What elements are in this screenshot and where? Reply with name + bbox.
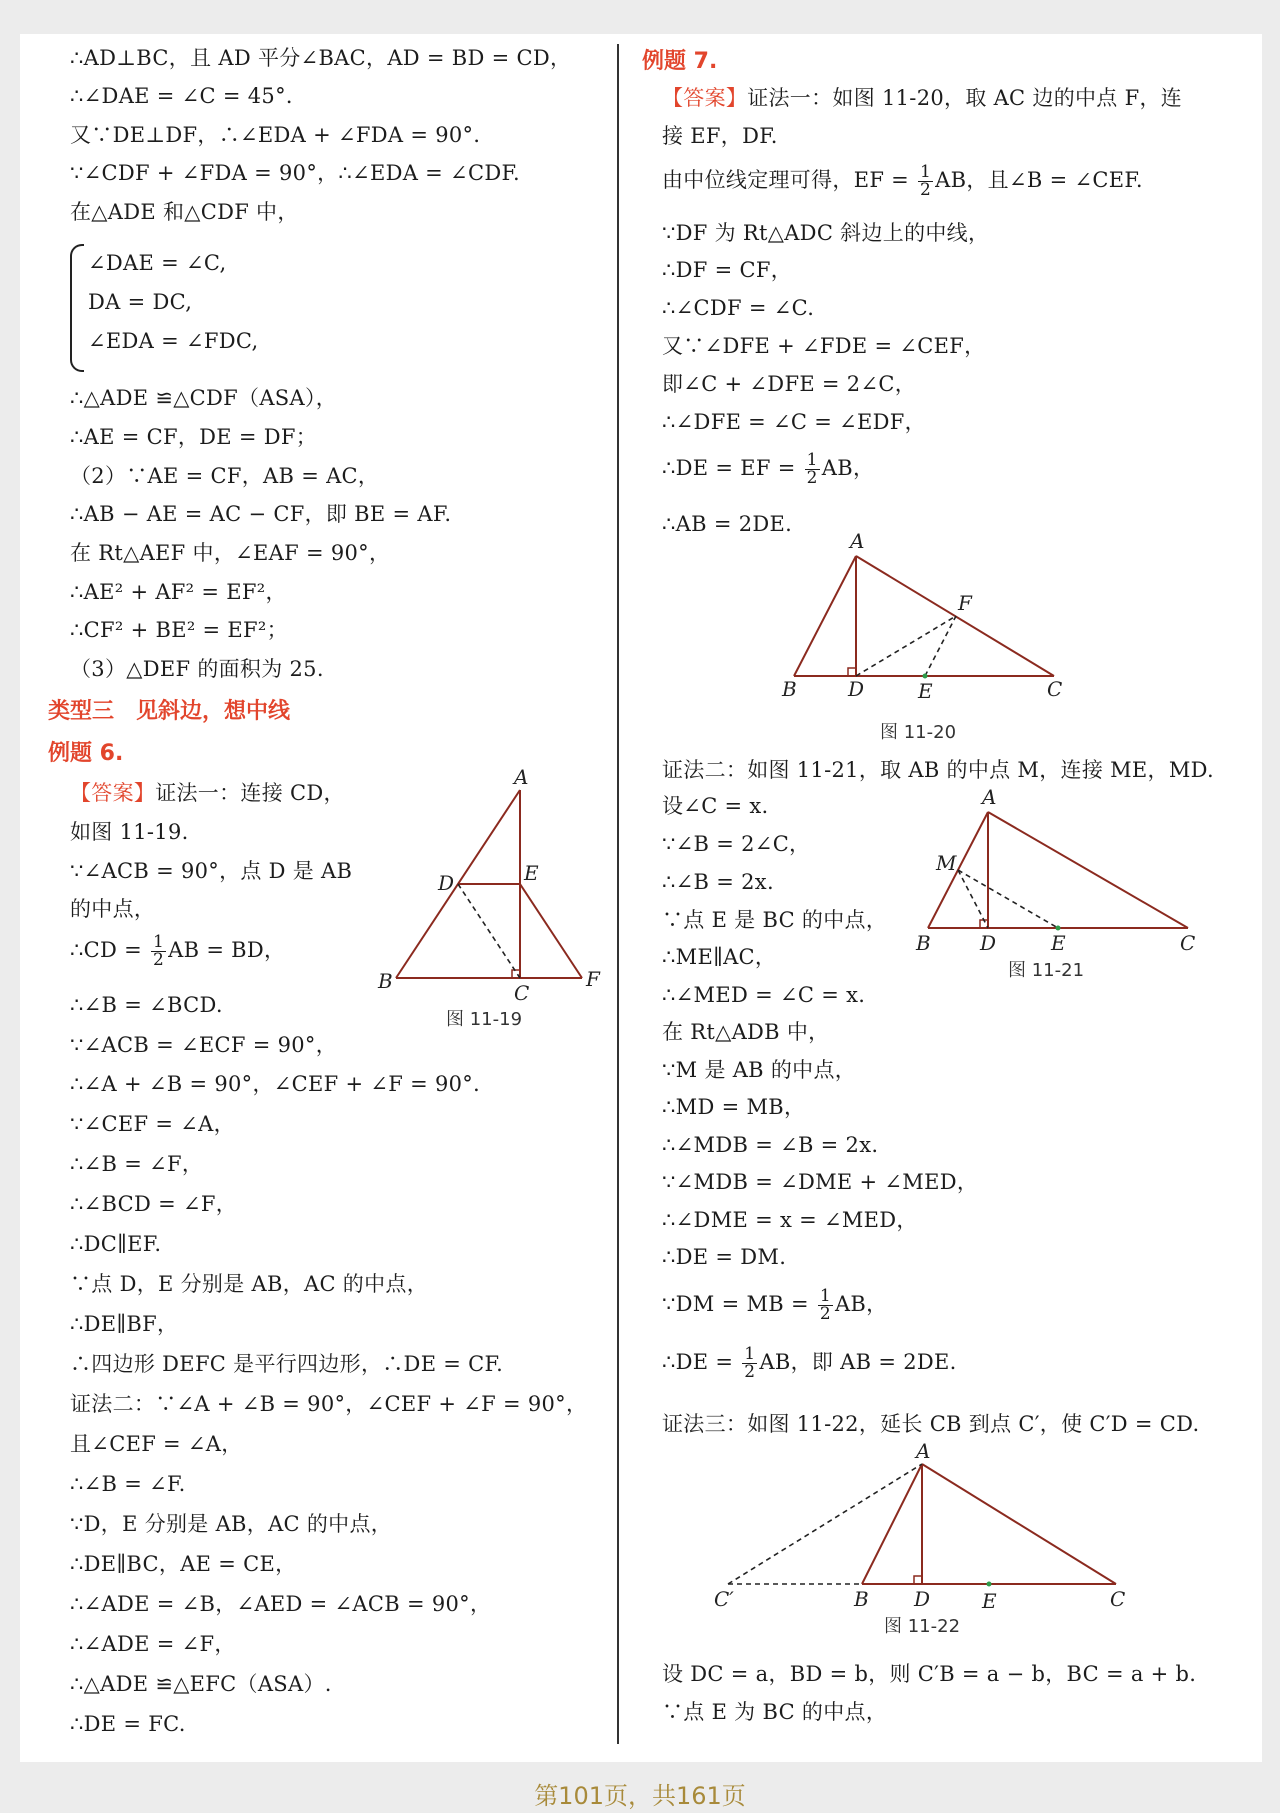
label-c: C: [1110, 1587, 1126, 1611]
section-heading: 类型三 见斜边，想中线: [48, 699, 291, 724]
label-d: D: [914, 1587, 931, 1611]
proof-line: 在△ADE 和△CDF 中，: [70, 200, 299, 224]
fraction-denominator: 2: [744, 1362, 756, 1382]
proof-line: ∴∠MED = ∠C = x.: [662, 983, 866, 1007]
midpoint-e-dot: [987, 1582, 992, 1587]
label-c: C: [514, 981, 530, 1005]
figure-caption: 图 11-21: [1008, 960, 1085, 981]
proof-line: 的中点，: [70, 897, 156, 921]
label-b: B: [782, 677, 797, 701]
proof-line: 在 Rt△AEF 中，∠EAF = 90°，: [70, 541, 391, 565]
system-line: DA = DC,: [88, 290, 193, 314]
label-c-prime: C′: [714, 1587, 734, 1611]
label-d: D: [980, 931, 997, 955]
proof-line: ∴DE∥BC，AE = CE，: [70, 1552, 297, 1576]
proof-line: 接 EF，DF.: [662, 124, 778, 148]
example-heading: 例题 6.: [48, 741, 124, 766]
answer-text: 证法一：如图 11-20，取 AC 边的中点 F，连: [747, 86, 1183, 110]
system-brace: [70, 244, 84, 372]
proof-line: ∴∠CDF = ∠C.: [662, 296, 815, 320]
label-c: C: [1180, 931, 1196, 955]
example-heading: 例题 7.: [642, 49, 718, 74]
label-b: B: [854, 1587, 869, 1611]
proof-line: ∴∠B = ∠F，: [70, 1152, 204, 1176]
proof-line: ∴∠ADE = ∠B，∠AED = ∠ACB = 90°，: [70, 1592, 492, 1616]
de-line-pre: ∴DE = EF =: [662, 456, 803, 480]
proof-line: ∴CF² + BE² = EF²；: [70, 618, 288, 642]
figure-11-19: [370, 765, 610, 1030]
fraction-numerator: 1: [819, 1286, 831, 1306]
proof-line: （2）∵AE = CF，AB = AC，: [70, 464, 380, 488]
fraction: [818, 1288, 833, 1323]
label-e: E: [918, 679, 933, 703]
proof-line: ∴DF = CF，: [662, 258, 793, 282]
proof-line: 证法二：∵∠A + ∠B = 90°，∠CEF + ∠F = 90°，: [70, 1392, 588, 1416]
fraction-numerator: 1: [920, 162, 932, 182]
proof-line: ∵∠B = 2∠C，: [662, 832, 811, 856]
cd-fraction-line: [70, 934, 285, 969]
fraction-denominator: 2: [153, 950, 165, 970]
answer-line: [70, 779, 345, 807]
proof-line: ∴∠ADE = ∠F，: [70, 1632, 236, 1656]
proof-line: ∴∠DME = x = ∠MED，: [662, 1208, 918, 1232]
label-a: A: [514, 765, 529, 789]
label-b: B: [378, 969, 393, 993]
label-d: D: [848, 677, 865, 701]
fraction-numerator: 1: [153, 932, 165, 952]
label-e: E: [524, 861, 539, 885]
right-angle-mark: [914, 1576, 922, 1584]
proof-line: 设∠C = x.: [662, 794, 769, 818]
figure-11-21: [908, 785, 1198, 981]
proof-line: 且∠CEF = ∠A，: [70, 1432, 243, 1456]
answer-text: 证法一：连接 CD，: [155, 781, 345, 805]
dm-line-pre: ∵DM = MB =: [662, 1292, 816, 1316]
page-number-label: 第101页，共161页: [534, 1782, 746, 1810]
label-f: F: [958, 591, 972, 615]
proof-line: ∴DE∥BF，: [70, 1312, 179, 1336]
proof-line: ∴四边形 DEFC 是平行四边形，∴DE = CF.: [70, 1352, 504, 1376]
fraction: [742, 1346, 757, 1381]
cd-line-pre: ∴CD =: [70, 938, 150, 962]
answer-tag: 【答案】: [70, 781, 156, 805]
proof-line: ∴∠MDB = ∠B = 2x.: [662, 1133, 879, 1157]
fraction-numerator: 1: [806, 450, 818, 470]
proof-line: 证法三：如图 11-22，延长 CB 到点 C′，使 C′D = CD.: [662, 1412, 1200, 1436]
right-angle-mark: [848, 668, 856, 676]
ef-line-post: AB，且∠B = ∠CEF.: [935, 168, 1143, 192]
label-f: F: [586, 967, 600, 991]
proof-line: ∵点 E 是 BC 的中点，: [662, 908, 888, 932]
de-line-post: AB，: [821, 456, 875, 480]
label-b: B: [916, 931, 931, 955]
proof-line: ∵点 D，E 分别是 AB，AC 的中点，: [70, 1272, 428, 1296]
proof-line: ∴DE = FC.: [70, 1712, 186, 1736]
proof-line: ∵∠MDB = ∠DME + ∠MED，: [662, 1170, 979, 1194]
figure-11-20: [780, 530, 1070, 755]
segment-ac: [988, 812, 1188, 928]
proof-line: 又∵DE⊥DF，∴∠EDA + ∠FDA = 90°．: [70, 123, 495, 147]
segment-dc-dashed: [458, 884, 520, 978]
fraction: [805, 452, 820, 487]
proof-line: ∴∠DFE = ∠C = ∠EDF，: [662, 410, 926, 434]
proof-line: ∵∠ACB = 90°，点 D 是 AB: [70, 859, 353, 883]
dm-line-post: AB，: [834, 1292, 888, 1316]
segment-ef-dashed: [925, 616, 956, 676]
fraction: [918, 164, 933, 199]
de2-line-post: AB，即 AB = 2DE.: [759, 1350, 957, 1374]
proof-line: ∵D，E 分别是 AB，AC 的中点，: [70, 1512, 393, 1536]
proof-line: ∴AD⊥BC，且 AD 平分∠BAC，AD = BD = CD，: [70, 46, 572, 70]
cd-line-post: AB = BD，: [168, 938, 286, 962]
dm-fraction-line: [662, 1288, 887, 1323]
proof-line: ∴∠DAE = ∠C = 45°．: [70, 84, 308, 108]
answer-line: [662, 84, 1182, 112]
label-e: E: [1051, 931, 1066, 955]
proof-line: ∴AE² + AF² = EF²，: [70, 580, 287, 604]
figure-caption: 图 11-19: [446, 1009, 523, 1030]
proof-line: ∴DC∥EF.: [70, 1232, 162, 1256]
ef-fraction-line: [662, 164, 1143, 199]
label-e: E: [982, 1589, 997, 1613]
proof-line: 在 Rt△ADB 中，: [662, 1020, 830, 1044]
fraction: [151, 934, 166, 969]
label-d: D: [438, 871, 455, 895]
proof-line: ∴∠B = 2x.: [662, 870, 774, 894]
answer-tag: 【答案】: [662, 86, 748, 110]
segment-ab: [794, 556, 856, 676]
segment-ac: [922, 1464, 1116, 1584]
fraction-denominator: 2: [920, 180, 932, 200]
proof-line: ∴∠B = ∠BCD.: [70, 993, 223, 1017]
proof-line: ∴△ADE ≌△EFC（ASA）.: [70, 1672, 332, 1696]
proof-line: ∵点 E 为 BC 的中点，: [662, 1700, 888, 1724]
proof-line: 设 DC = a，BD = b，则 C′B = a − b，BC = a + b.: [662, 1662, 1197, 1686]
proof-line: ∴DE = DM.: [662, 1245, 787, 1269]
segment-me-dashed: [958, 870, 1058, 928]
label-a: A: [982, 785, 997, 809]
label-a: A: [916, 1439, 931, 1463]
proof-line: ∴△ADE ≌△CDF（ASA），: [70, 386, 338, 410]
proof-line: 即∠C + ∠DFE = 2∠C，: [662, 372, 917, 396]
ef-line-pre: 由中位线定理可得，EF =: [662, 168, 917, 192]
segment-ef: [520, 884, 582, 978]
midpoint-e-dot: [1056, 926, 1061, 931]
system-line: ∠DAE = ∠C,: [88, 251, 227, 275]
figure-caption: 图 11-22: [884, 1616, 961, 1637]
proof-line: ∴AB = 2DE.: [662, 512, 793, 536]
figure-11-22: [712, 1439, 1132, 1644]
proof-line: ∵DF 为 Rt△ADC 斜边上的中线，: [662, 221, 990, 245]
proof-line: 如图 11-19.: [70, 820, 189, 844]
de2-line-pre: ∴DE =: [662, 1350, 741, 1374]
proof-line: ∴ME∥AC，: [662, 945, 777, 969]
fraction-denominator: 2: [806, 468, 818, 488]
segment-ac: [856, 556, 1054, 676]
proof-line: ∴AB − AE = AC − CF，即 BE = AF.: [70, 502, 452, 526]
proof-line: 又∵∠DFE + ∠FDE = ∠CEF，: [662, 334, 986, 358]
figure-caption: 图 11-20: [880, 722, 957, 743]
proof-line: ∴∠BCD = ∠F，: [70, 1192, 238, 1216]
proof-line: ∴MD = MB，: [662, 1095, 806, 1119]
segment-md-dashed: [958, 870, 988, 928]
proof-line: ∴∠A + ∠B = 90°，∠CEF + ∠F = 90°．: [70, 1072, 495, 1096]
proof-line: ∵∠CEF = ∠A，: [70, 1112, 235, 1136]
de2-fraction-line: [662, 1346, 957, 1381]
segment-df-dashed: [856, 616, 956, 676]
column-divider: [617, 44, 619, 1744]
label-a: A: [850, 529, 865, 553]
midpoint-e-dot: [923, 674, 928, 679]
proof-line: ∵∠ACB = ∠ECF = 90°，: [70, 1033, 337, 1057]
label-m: M: [936, 851, 957, 875]
proof-line: ∴AE = CF，DE = DF；: [70, 425, 318, 449]
proof-line: ∵M 是 AB 的中点，: [662, 1058, 857, 1082]
de-fraction-line: [662, 452, 874, 487]
proof-line: ∴∠B = ∠F.: [70, 1472, 186, 1496]
fraction-numerator: 1: [744, 1344, 756, 1364]
proof-line: 证法二：如图 11-21，取 AB 的中点 M，连接 ME，MD.: [662, 758, 1215, 782]
proof-line: （3）△DEF 的面积为 25.: [70, 657, 324, 681]
system-line: ∠EDA = ∠FDC,: [88, 329, 259, 353]
label-c: C: [1047, 677, 1063, 701]
fraction-denominator: 2: [819, 1304, 831, 1324]
proof-line: ∵∠CDF + ∠FDA = 90°，∴∠EDA = ∠CDF.: [70, 161, 521, 185]
